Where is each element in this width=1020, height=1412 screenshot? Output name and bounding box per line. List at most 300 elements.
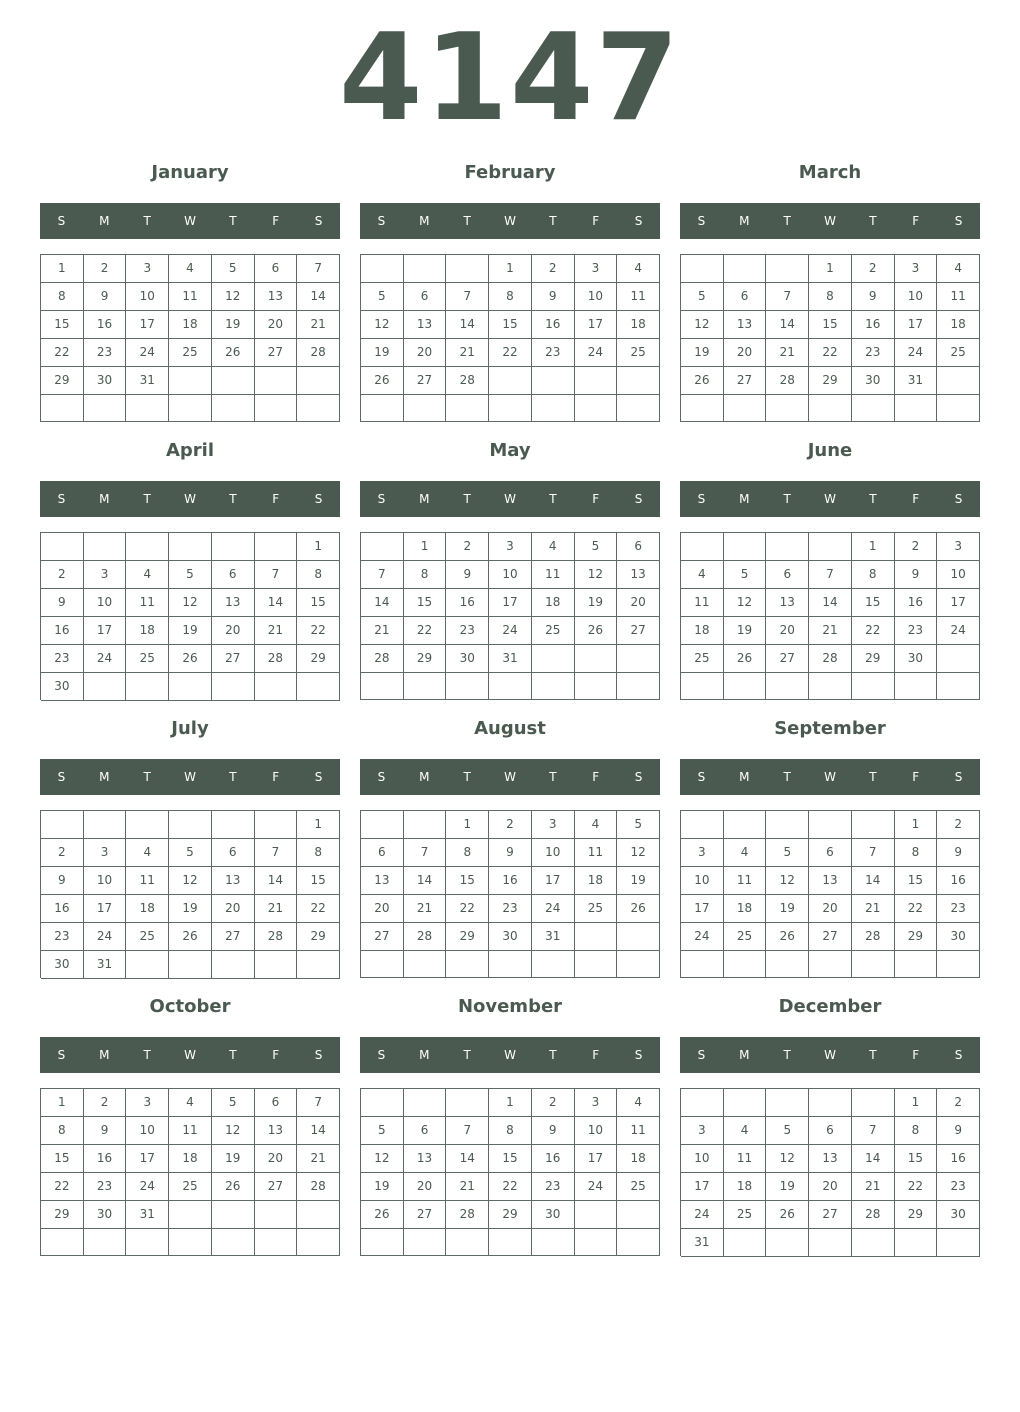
day-cell: 26	[169, 923, 212, 951]
day-cell: 20	[212, 617, 255, 645]
empty-cell	[297, 1201, 340, 1229]
day-cell: 13	[404, 311, 447, 339]
day-cell: 18	[126, 617, 169, 645]
weekday-label: S	[57, 770, 66, 784]
weekday-label: S	[634, 770, 643, 784]
day-cell: 2	[895, 533, 938, 561]
day-cell: 14	[809, 589, 852, 617]
day-cell: 4	[126, 839, 169, 867]
day-cell: 16	[41, 617, 84, 645]
empty-cell	[84, 395, 127, 422]
empty-cell	[126, 395, 169, 422]
day-cell: 12	[617, 839, 660, 867]
day-cell: 5	[169, 561, 212, 589]
day-cell: 19	[361, 1173, 404, 1201]
weekday-label: T	[143, 214, 151, 228]
day-cell: 19	[766, 1173, 809, 1201]
day-cell: 14	[297, 283, 340, 311]
day-cell: 10	[937, 561, 980, 589]
weekday-label: T	[549, 214, 557, 228]
day-cell: 6	[255, 255, 298, 283]
day-cell: 25	[724, 923, 767, 951]
day-cell: 28	[297, 339, 340, 367]
empty-cell	[895, 395, 938, 422]
day-cell: 30	[41, 673, 84, 701]
day-cell: 21	[446, 1173, 489, 1201]
day-cell: 1	[297, 533, 340, 561]
weekday-label: W	[824, 770, 836, 784]
day-cell: 26	[617, 895, 660, 923]
empty-cell	[937, 951, 980, 978]
day-cell: 21	[404, 895, 447, 923]
day-cell: 8	[489, 1117, 532, 1145]
day-cell: 2	[489, 811, 532, 839]
empty-cell	[766, 395, 809, 422]
day-cell: 15	[41, 1145, 84, 1173]
empty-cell	[84, 1229, 127, 1256]
day-cell: 15	[41, 311, 84, 339]
day-cell: 3	[126, 255, 169, 283]
weekday-label: S	[697, 770, 706, 784]
day-cell: 18	[169, 1145, 212, 1173]
day-cell: 17	[84, 895, 127, 923]
day-cell: 29	[895, 923, 938, 951]
empty-cell	[766, 951, 809, 978]
day-cell: 27	[361, 923, 404, 951]
day-cell: 10	[575, 283, 618, 311]
day-cell: 12	[212, 1117, 255, 1145]
day-cell: 6	[361, 839, 404, 867]
empty-cell	[41, 395, 84, 422]
day-cell: 10	[681, 1145, 724, 1173]
day-grid	[680, 810, 980, 978]
day-cell: 13	[766, 589, 809, 617]
empty-cell	[212, 673, 255, 701]
day-cell: 21	[255, 895, 298, 923]
empty-cell	[937, 673, 980, 700]
day-cell: 27	[809, 1201, 852, 1229]
weekday-label: W	[504, 214, 516, 228]
weekday-label: M	[99, 492, 110, 506]
empty-cell	[255, 1229, 298, 1256]
empty-cell	[169, 951, 212, 979]
day-cell: 26	[169, 645, 212, 673]
day-cell: 4	[575, 811, 618, 839]
day-cell: 14	[297, 1117, 340, 1145]
empty-cell	[575, 673, 618, 700]
day-cell: 25	[681, 645, 724, 673]
day-cell: 24	[126, 1173, 169, 1201]
month-name: December	[778, 996, 882, 1017]
day-cell: 19	[361, 339, 404, 367]
day-cell: 31	[126, 367, 169, 395]
empty-cell	[404, 951, 447, 978]
month-name: November	[457, 996, 563, 1017]
day-cell: 19	[212, 311, 255, 339]
day-cell: 23	[532, 1173, 575, 1201]
day-cell: 8	[489, 283, 532, 311]
empty-cell	[895, 951, 938, 978]
empty-cell	[724, 255, 767, 283]
day-cell: 21	[852, 895, 895, 923]
weekday-header	[680, 1037, 980, 1073]
weekday-label: F	[272, 214, 280, 228]
day-cell: 20	[255, 311, 298, 339]
day-cell: 26	[361, 1201, 404, 1229]
empty-cell	[446, 395, 489, 422]
empty-cell	[681, 533, 724, 561]
day-cell: 11	[575, 839, 618, 867]
weekday-label: W	[824, 1048, 836, 1062]
day-cell: 22	[41, 1173, 84, 1201]
empty-cell	[212, 395, 255, 422]
day-cell: 26	[724, 645, 767, 673]
day-cell: 3	[681, 839, 724, 867]
day-cell: 11	[532, 561, 575, 589]
day-cell: 1	[895, 1089, 938, 1117]
day-cell: 1	[41, 1089, 84, 1117]
day-cell: 14	[766, 311, 809, 339]
weekday-label: S	[57, 1048, 66, 1062]
day-cell: 3	[532, 811, 575, 839]
day-cell: 5	[766, 1117, 809, 1145]
day-cell: 8	[446, 839, 489, 867]
day-cell: 8	[809, 283, 852, 311]
day-cell: 14	[404, 867, 447, 895]
day-cell: 17	[575, 1145, 618, 1173]
day-cell: 22	[809, 339, 852, 367]
empty-cell	[41, 811, 84, 839]
weekday-label: S	[697, 1048, 706, 1062]
day-cell: 7	[852, 839, 895, 867]
day-cell: 6	[809, 839, 852, 867]
weekday-label: F	[912, 492, 920, 506]
day-cell: 23	[937, 1173, 980, 1201]
day-cell: 27	[724, 367, 767, 395]
day-cell: 13	[212, 867, 255, 895]
weekday-label: W	[184, 770, 196, 784]
day-cell: 17	[489, 589, 532, 617]
weekday-label: S	[377, 214, 386, 228]
day-cell: 24	[937, 617, 980, 645]
weekday-label: T	[463, 770, 471, 784]
day-cell: 30	[532, 1201, 575, 1229]
weekday-label: T	[783, 492, 791, 506]
empty-cell	[575, 1229, 618, 1256]
empty-cell	[212, 533, 255, 561]
day-cell: 22	[852, 617, 895, 645]
day-cell: 25	[169, 1173, 212, 1201]
weekday-label: T	[783, 214, 791, 228]
day-cell: 14	[446, 311, 489, 339]
day-cell: 13	[361, 867, 404, 895]
day-cell: 16	[895, 589, 938, 617]
weekday-label: S	[634, 214, 643, 228]
empty-cell	[766, 533, 809, 561]
day-cell: 1	[446, 811, 489, 839]
day-cell: 12	[212, 283, 255, 311]
day-cell: 23	[41, 645, 84, 673]
day-cell: 7	[404, 839, 447, 867]
day-cell: 9	[532, 1117, 575, 1145]
empty-cell	[852, 951, 895, 978]
day-cell: 1	[41, 255, 84, 283]
empty-cell	[84, 533, 127, 561]
weekday-header	[680, 203, 980, 239]
month-name: April	[165, 440, 215, 461]
day-cell: 1	[852, 533, 895, 561]
day-cell: 6	[212, 561, 255, 589]
weekday-label: T	[783, 1048, 791, 1062]
weekday-label: F	[592, 492, 600, 506]
empty-cell	[617, 1201, 660, 1229]
day-cell: 11	[126, 589, 169, 617]
day-cell: 1	[489, 1089, 532, 1117]
empty-cell	[532, 395, 575, 422]
empty-cell	[575, 367, 618, 395]
day-cell: 24	[489, 617, 532, 645]
day-cell: 21	[809, 617, 852, 645]
empty-cell	[212, 811, 255, 839]
day-cell: 16	[852, 311, 895, 339]
day-cell: 3	[895, 255, 938, 283]
day-cell: 30	[41, 951, 84, 979]
day-cell: 18	[575, 867, 618, 895]
day-cell: 10	[84, 589, 127, 617]
day-cell: 7	[852, 1117, 895, 1145]
day-cell: 7	[809, 561, 852, 589]
day-cell: 3	[575, 1089, 618, 1117]
empty-cell	[361, 395, 404, 422]
day-cell: 14	[852, 1145, 895, 1173]
day-cell: 3	[489, 533, 532, 561]
weekday-header	[40, 1037, 340, 1073]
empty-cell	[681, 1089, 724, 1117]
day-cell: 16	[41, 895, 84, 923]
day-cell: 4	[617, 255, 660, 283]
day-cell: 30	[895, 645, 938, 673]
day-cell: 12	[766, 1145, 809, 1173]
weekday-label: S	[634, 492, 643, 506]
empty-cell	[84, 673, 127, 701]
weekday-label: W	[184, 492, 196, 506]
day-cell: 11	[169, 283, 212, 311]
empty-cell	[724, 1089, 767, 1117]
day-cell: 12	[169, 867, 212, 895]
day-cell: 9	[852, 283, 895, 311]
day-grid	[360, 254, 660, 422]
empty-cell	[446, 1089, 489, 1117]
day-cell: 2	[532, 255, 575, 283]
day-cell: 16	[446, 589, 489, 617]
day-cell: 31	[126, 1201, 169, 1229]
weekday-label: T	[549, 1048, 557, 1062]
day-cell: 30	[852, 367, 895, 395]
empty-cell	[852, 1089, 895, 1117]
day-cell: 4	[724, 1117, 767, 1145]
day-cell: 6	[404, 283, 447, 311]
day-cell: 9	[84, 1117, 127, 1145]
day-cell: 4	[937, 255, 980, 283]
empty-cell	[126, 811, 169, 839]
day-cell: 5	[212, 255, 255, 283]
empty-cell	[446, 255, 489, 283]
day-cell: 20	[361, 895, 404, 923]
weekday-label: F	[272, 770, 280, 784]
day-cell: 2	[937, 1089, 980, 1117]
empty-cell	[446, 1229, 489, 1256]
empty-cell	[724, 811, 767, 839]
day-cell: 13	[212, 589, 255, 617]
empty-cell	[532, 1229, 575, 1256]
day-cell: 10	[681, 867, 724, 895]
day-cell: 31	[84, 951, 127, 979]
weekday-label: S	[57, 214, 66, 228]
day-cell: 30	[937, 923, 980, 951]
weekday-label: W	[824, 492, 836, 506]
empty-cell	[361, 951, 404, 978]
day-cell: 10	[489, 561, 532, 589]
month-name: March	[798, 162, 862, 183]
weekday-header	[40, 759, 340, 795]
day-cell: 29	[41, 1201, 84, 1229]
weekday-label: T	[229, 770, 237, 784]
day-cell: 8	[404, 561, 447, 589]
day-cell: 10	[84, 867, 127, 895]
day-cell: 9	[489, 839, 532, 867]
empty-cell	[489, 367, 532, 395]
day-cell: 19	[169, 895, 212, 923]
day-cell: 11	[724, 1145, 767, 1173]
empty-cell	[852, 1229, 895, 1257]
day-cell: 29	[895, 1201, 938, 1229]
day-cell: 22	[297, 895, 340, 923]
day-cell: 30	[489, 923, 532, 951]
month-name: January	[151, 162, 229, 183]
day-cell: 14	[361, 589, 404, 617]
empty-cell	[297, 1229, 340, 1256]
weekday-label: W	[184, 214, 196, 228]
day-cell: 23	[489, 895, 532, 923]
day-grid	[360, 532, 660, 700]
empty-cell	[809, 1229, 852, 1257]
day-cell: 8	[895, 1117, 938, 1145]
day-cell: 10	[575, 1117, 618, 1145]
weekday-label: W	[504, 1048, 516, 1062]
day-cell: 17	[895, 311, 938, 339]
day-cell: 8	[297, 839, 340, 867]
month-name: February	[464, 162, 556, 183]
day-cell: 24	[532, 895, 575, 923]
day-cell: 18	[681, 617, 724, 645]
day-cell: 31	[532, 923, 575, 951]
day-cell: 9	[446, 561, 489, 589]
empty-cell	[852, 395, 895, 422]
empty-cell	[404, 811, 447, 839]
day-cell: 11	[681, 589, 724, 617]
weekday-label: S	[634, 1048, 643, 1062]
day-cell: 6	[766, 561, 809, 589]
day-grid	[680, 1088, 980, 1256]
weekday-label: W	[504, 492, 516, 506]
day-cell: 29	[852, 645, 895, 673]
empty-cell	[169, 533, 212, 561]
empty-cell	[212, 951, 255, 979]
day-cell: 27	[212, 645, 255, 673]
day-cell: 29	[297, 645, 340, 673]
day-cell: 4	[617, 1089, 660, 1117]
day-cell: 16	[532, 311, 575, 339]
day-cell: 14	[446, 1145, 489, 1173]
weekday-label: S	[314, 1048, 323, 1062]
day-cell: 27	[766, 645, 809, 673]
empty-cell	[617, 395, 660, 422]
empty-cell	[766, 811, 809, 839]
day-cell: 10	[126, 283, 169, 311]
day-cell: 24	[681, 1201, 724, 1229]
empty-cell	[724, 673, 767, 700]
day-cell: 13	[809, 1145, 852, 1173]
day-cell: 7	[255, 839, 298, 867]
day-cell: 22	[489, 339, 532, 367]
weekday-label: T	[143, 1048, 151, 1062]
weekday-label: T	[463, 492, 471, 506]
day-cell: 17	[126, 311, 169, 339]
day-cell: 27	[404, 1201, 447, 1229]
day-cell: 17	[681, 1173, 724, 1201]
day-cell: 6	[255, 1089, 298, 1117]
day-cell: 28	[297, 1173, 340, 1201]
day-cell: 29	[446, 923, 489, 951]
day-cell: 1	[809, 255, 852, 283]
day-cell: 2	[937, 811, 980, 839]
empty-cell	[532, 645, 575, 673]
empty-cell	[169, 1201, 212, 1229]
weekday-header	[360, 1037, 660, 1073]
day-cell: 19	[617, 867, 660, 895]
day-cell: 6	[809, 1117, 852, 1145]
day-cell: 20	[404, 339, 447, 367]
month-name: September	[774, 718, 886, 739]
day-cell: 13	[809, 867, 852, 895]
empty-cell	[681, 255, 724, 283]
empty-cell	[255, 533, 298, 561]
day-cell: 13	[255, 1117, 298, 1145]
day-cell: 7	[297, 255, 340, 283]
day-cell: 27	[255, 339, 298, 367]
day-cell: 1	[489, 255, 532, 283]
month-name: May	[489, 440, 531, 461]
day-cell: 19	[681, 339, 724, 367]
day-cell: 31	[489, 645, 532, 673]
day-grid	[680, 532, 980, 700]
day-cell: 2	[446, 533, 489, 561]
day-cell: 14	[255, 589, 298, 617]
weekday-header	[40, 203, 340, 239]
day-cell: 25	[126, 923, 169, 951]
day-cell: 20	[255, 1145, 298, 1173]
day-cell: 13	[404, 1145, 447, 1173]
empty-cell	[809, 673, 852, 700]
day-cell: 1	[297, 811, 340, 839]
day-cell: 16	[937, 867, 980, 895]
day-cell: 25	[126, 645, 169, 673]
weekday-label: F	[912, 770, 920, 784]
day-cell: 31	[681, 1229, 724, 1257]
day-cell: 18	[532, 589, 575, 617]
weekday-header	[360, 481, 660, 517]
day-cell: 6	[212, 839, 255, 867]
